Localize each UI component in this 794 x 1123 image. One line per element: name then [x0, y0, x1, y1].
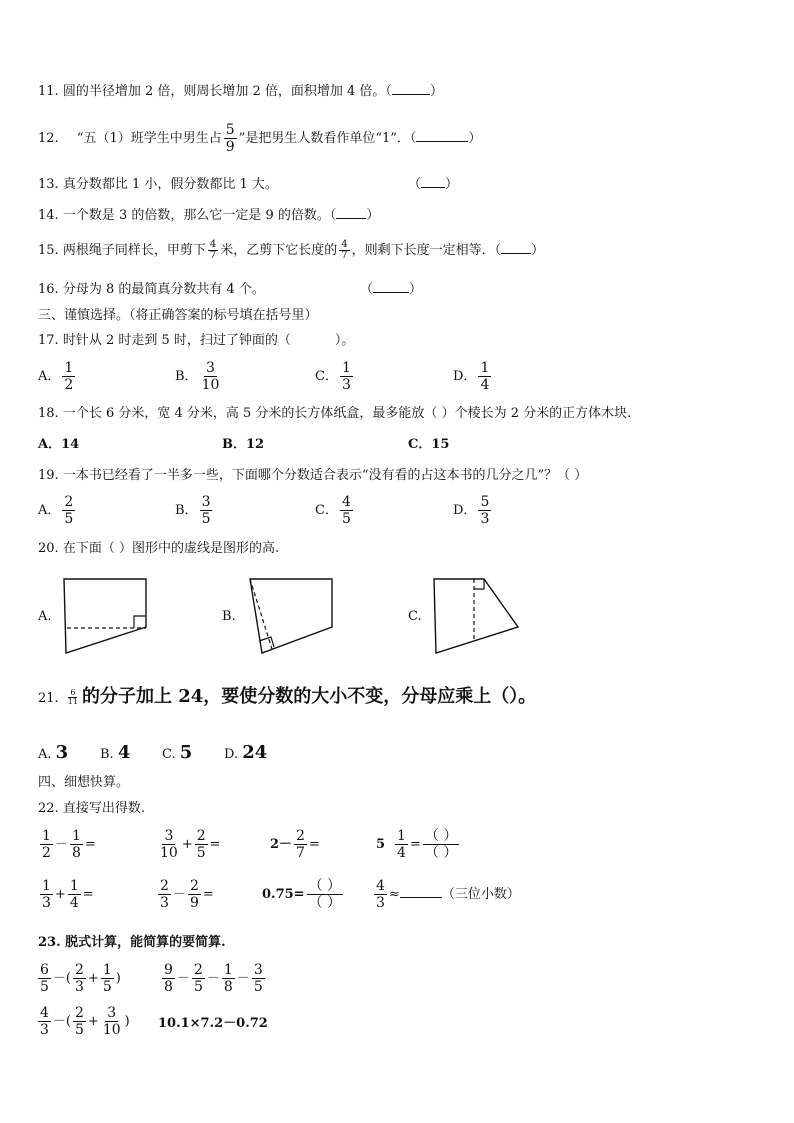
answer-blank[interactable] [373, 292, 409, 293]
question-16 [38, 282, 265, 298]
fraction: $\frac{4}{7}$ [341, 239, 348, 261]
question-11: 11. 圆的半径增加 2 倍，则周长增加 2 倍，面积增加 4 倍。（ ） [38, 84, 443, 99]
expression: 10.1×7.2－0.72 [158, 1016, 268, 1031]
expression: $\frac{1}{2}$ － $\frac{1}{8}$ = [42, 828, 96, 861]
question-number: 21. [38, 691, 59, 706]
option-d[interactable]: D． $\frac{5}{3}$ [453, 494, 490, 527]
question-text: 真分数都比 1 小，假分数都比 1 大。 [62, 177, 278, 192]
question-14: 14. 一个数是 3 的倍数，那么它一定是 9 的倍数。（ ） [38, 208, 380, 223]
question-text: 时针从 2 时走到 5 时，扫过了钟面的（ [62, 333, 291, 348]
question-number: 22. [38, 801, 59, 816]
question-text: 一个数是 3 的倍数，那么它一定是 9 的倍数。（ [62, 208, 337, 223]
question-text: 圆的半径增加 2 倍，则周长增加 2 倍，面积增加 4 倍。（ [62, 84, 392, 99]
expression: $\frac{6}{5}$ －( $\frac{2}{3}$ + $\frac{1}{5}$ ) [40, 962, 121, 995]
answer-blank[interactable] [416, 141, 468, 142]
option-a[interactable]: A． $\frac{2}{5}$ [38, 494, 74, 527]
question-text: 直接写出得数. [62, 801, 145, 816]
question-text: 脱式计算，能简算的要简算. [65, 935, 226, 950]
answer-blank[interactable] [400, 897, 442, 898]
fraction: $\frac{4}{7}$ [209, 239, 217, 261]
question-number: 15. [38, 243, 59, 258]
option-b[interactable]: B．12 [222, 437, 265, 452]
question-number: 23. [38, 935, 61, 950]
question-15: 15. 两根绳子同样长，甲剪下 $\frac{4}{7}$ 米，乙剪下它长度的 $\frac{4}{7}$ ，则剩下长度一定相等．（ ） [38, 239, 545, 261]
question-text: 分母为 8 的最简真分数共有 4 个。 [62, 282, 265, 297]
question-number: 16. [38, 282, 59, 297]
option-d[interactable]: D. 24 [224, 742, 268, 763]
expression: $\frac{2}{3}$ － $\frac{2}{9}$ = [160, 878, 214, 911]
answer-fraction[interactable]: $\frac{( )}{( )}$ [424, 828, 458, 861]
option-c[interactable]: C． $\frac{1}{3}$ [315, 360, 351, 393]
question-text: 一个长 6 分米，宽 4 分米，高 5 分米的长方体纸盒，最多能放（ ）个棱长为 2 分米的正方体木块. [62, 406, 632, 421]
expression: 5 $\frac{1}{4}$ = $\frac{( )}{( )}$ [376, 828, 458, 861]
figure-a[interactable] [62, 577, 152, 657]
section-heading-4: 四、细想快算。 [38, 775, 130, 790]
option-a[interactable]: A．14 [38, 437, 80, 452]
question-number: 20. [38, 541, 59, 556]
question-number: 14. [38, 208, 59, 223]
question-text: 在下面（ ）图形中的虚线是图形的高. [62, 541, 280, 556]
expression: 2－ $\frac{2}{7}$ = [270, 828, 320, 861]
option-b[interactable]: B. 4 [100, 742, 131, 763]
option-a-label[interactable]: A. [38, 609, 52, 624]
expression: $\frac{1}{3}$ + $\frac{1}{4}$ = [42, 878, 94, 911]
question-12: 12. “五（1）班学生中男生占 $\frac{5}{9}$ ”是把男生人数看作单位“1”．（ ） [38, 122, 482, 155]
question-17: 17. 时针从 2 时走到 5 时，扫过了钟面的（ ）。 [38, 333, 355, 348]
question-text: “五（1）班学生中男生占 [76, 131, 222, 146]
expression: $\frac{9}{8}$ － $\frac{2}{5}$ － $\frac{1}{8}$ － $\frac{3}{5}$ [164, 962, 263, 995]
question-13 [38, 177, 278, 193]
answer-blank[interactable] [392, 94, 430, 95]
option-c[interactable]: C． $\frac{4}{5}$ [315, 494, 351, 527]
question-number: 18. [38, 406, 59, 421]
question-text: 一本书已经看了一半多一些，下面哪个分数适合表示“没有看的占这本书的几分之几”？（ ） [62, 468, 588, 483]
question-number: 19. [38, 468, 59, 483]
option-b-label[interactable]: B. [222, 609, 236, 624]
answer-blank[interactable] [336, 218, 366, 219]
question-23 [38, 935, 226, 951]
expression: 0.75= $\frac{( )}{( )}$ [262, 878, 342, 911]
answer-blank[interactable] [501, 253, 531, 254]
figure-c[interactable] [432, 577, 522, 657]
section-heading-3: 三、谨慎选择。（将正确答案的标号填在括号里） [38, 308, 318, 323]
question-21 [38, 686, 536, 708]
option-a[interactable]: A． $\frac{1}{2}$ [38, 360, 74, 393]
question-number: 12. [38, 131, 59, 146]
option-c-label[interactable]: C. [408, 609, 422, 624]
question-20 [38, 541, 279, 557]
question-number: 17. [38, 333, 59, 348]
answer-fraction[interactable]: $\frac{( )}{( )}$ [308, 878, 342, 911]
option-d[interactable]: D． $\frac{1}{4}$ [453, 360, 490, 393]
answer-paren-16: （ ） [360, 282, 423, 297]
expression: $\frac{4}{3}$ ≈ （三位小数） [376, 878, 520, 911]
question-number: 13. [38, 177, 59, 192]
answer-paren-13: （ ） [408, 177, 459, 192]
question-19 [38, 468, 587, 484]
option-a[interactable]: A. 3 [38, 742, 69, 763]
question-22 [38, 801, 145, 817]
expression: $\frac{3}{10}$ + $\frac{2}{5}$ = [160, 828, 221, 861]
question-number: 11. [38, 84, 59, 99]
question-18 [38, 406, 631, 422]
option-c[interactable]: C. 5 [162, 742, 193, 763]
answer-blank[interactable] [421, 187, 445, 188]
option-b[interactable]: B． $\frac{3}{10}$ [175, 360, 220, 393]
expression: $\frac{4}{3}$ －( $\frac{2}{5}$ + $\frac{3}{10}$ ) [40, 1005, 130, 1038]
figure-b[interactable] [248, 577, 336, 657]
option-b[interactable]: B． $\frac{3}{5}$ [175, 494, 211, 527]
question-text: 的分子加上 24，要使分数的大小不变，分母应乘上（）。 [81, 686, 537, 707]
fraction: $\frac{5}{9}$ [225, 122, 235, 155]
fraction: $\frac{6}{11}$ [67, 688, 78, 706]
option-c[interactable]: C．15 [408, 437, 450, 452]
